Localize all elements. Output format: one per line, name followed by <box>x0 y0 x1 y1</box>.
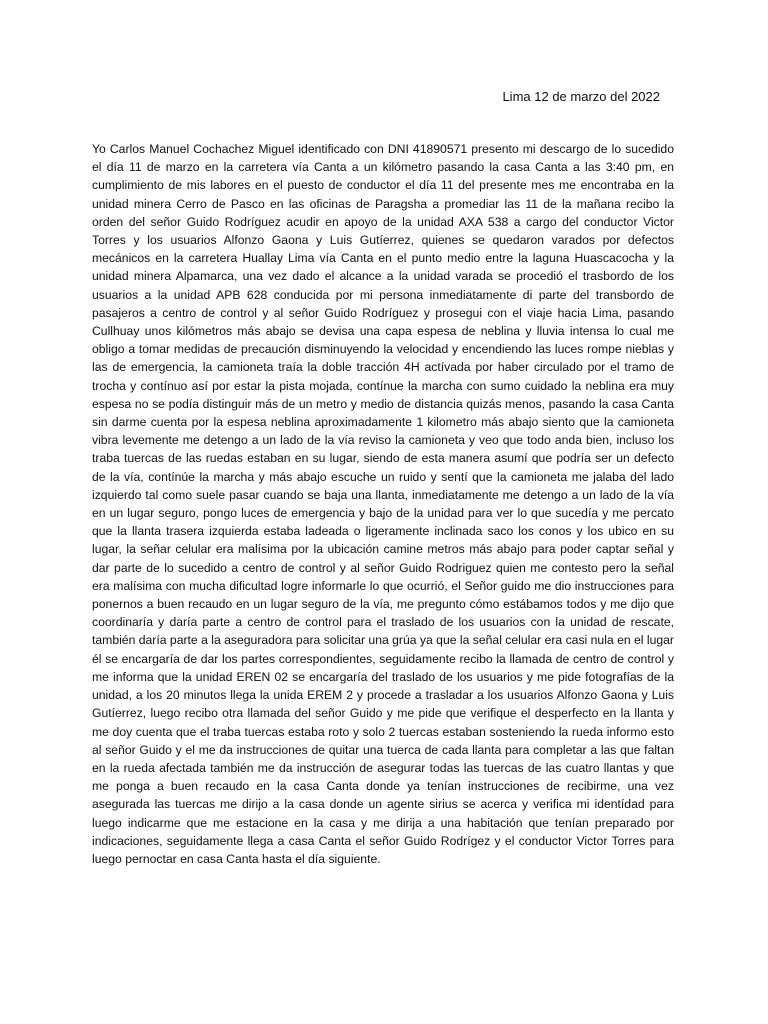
date-line: Lima 12 de marzo del 2022 <box>502 89 660 104</box>
statement-paragraph: Yo Carlos Manuel Cochachez Miguel identificado con DNI 41890571 presento mi descargo de lo sucedido el día 11 de marzo en la carretera vía Canta a un kilómetro pasando la casa Canta a las 3:40 pm, en cumplimiento de mis labores en el puesto de conductor el día 11 del presente mes me encontraba en la unidad minera Cerro de Pasco en las oficinas de Paragsha a promediar las 11 de la mañana recibo la orden del señor Guido Rodríguez acudir en apoyo de la unidad AXA 538 a cargo del conductor Victor Torres y los usuarios Alfonzo Gaona y Luis Gutíerrez, quienes se quedaron varados por defectos mecánicos en la carretera Huallay Lima vía Canta en el punto medio entre la laguna Huascacocha y la unidad minera Alpamarca, una vez dado el alcance a la unidad varada se procedió el trasbordo de los usuarios a la unidad APB 628 conducida por mi persona inmediatamente di parte del transbordo de pasajeros a centro de control y al señor Guido Rodríguez y prosegui con el viaje hacia Lima, pasando Cullhuay unos kilómetros más abajo se devisa una capa espesa de neblina y lluvia intensa lo cual me obligo a tomar medidas de precaución disminuyendo la velocidad y encendiendo las luces rompe nieblas y las de emergencia, la camioneta traía la doble tracción 4H actívada por haber circulado por el tramo de trocha y contínuo así por estar la pista mojada, contínue la marcha con sumo cuidado la neblina era muy espesa no se podía distinguir más de un metro y medio de distancia quizás menos, pasando la casa Canta sin darme cuenta por la espesa neblina aproximadamente 1 kilometro más abajo siento que la camioneta vibra levemente me detengo a un lado de la vía reviso la camioneta y veo que todo anda bien, incluso los traba tuercas de las ruedas estaban en su lugar, siendo de esta manera asumí que podría ser un defecto de la vía, contínúe la marcha y más abajo escuche un ruido y sentí que la camioneta me jalaba del lado izquierdo tal como suele pasar cuando se baja una llanta, inmediatamente me detengo a un lado de la vía en un lugar seguro, pongo luces de emergencia y bajo de la unidad para ver lo que sucedía y me percato que la llanta trasera izquierda estaba ladeada o ligeramente inclinada saco los conos y los ubico en su lugar, la señar celular era malísima por la ubicación camine metros más abajo para poder captar señal y dar parte de lo sucedido a centro de control y al señor Guido Rodriguez quien me contesto pero la señal era malísima con mucha dificultad logre informarle lo que ocurrió, el Señor guido me dio instrucciones para ponernos a buen recaudo en un lugar seguro de la vía, me pregunto cómo estábamos todos y me dijo que coordinaría y daría parte a centro de control para el traslado de los usuarios con la unidad de rescate, también daría parte a la aseguradora para solicitar una grúa ya que la señal celular era casi nula en el lugar él se encargaría de dar los partes correspondientes, seguidamente recibo la llamada de centro de control y me informa que la unidad EREN 02 se encargaría del traslado de los usuarios y me pide fotografías de la unidad, a los 20 minutos llega la unida EREM 2 y procede a trasladar a los usuarios Alfonzo Gaona y Luis Gutíerrez, luego recibo otra llamada del señor Guido y me pide que verifique el desperfecto en la llanta y me doy cuenta que el traba tuercas estaba roto y solo 2 tuercas estaban sosteniendo la rueda informo esto al señor Guido y el me da instrucciones de quitar una tuerca de cada llanta para completar a las que faltan en la rueda afectada también me da instrucción de asegurar todas las tuercas de las cuatro llantas y que me ponga a buen recaudo en la casa Canta donde ya tenían instrucciones de recibirme, una vez asegurada las tuercas me dirijo a la casa donde un agente sirius se acerca y verifica mi identídad para luego indicarme que me estacione en la casa y me dirija a una habitación que tenían preparado por indicaciones, seguidamente llega a casa Canta el señor Guido Rodrígez y el conductor Victor Torres para luego pernoctar en casa Canta hasta el día siguiente. <box>92 142 674 866</box>
